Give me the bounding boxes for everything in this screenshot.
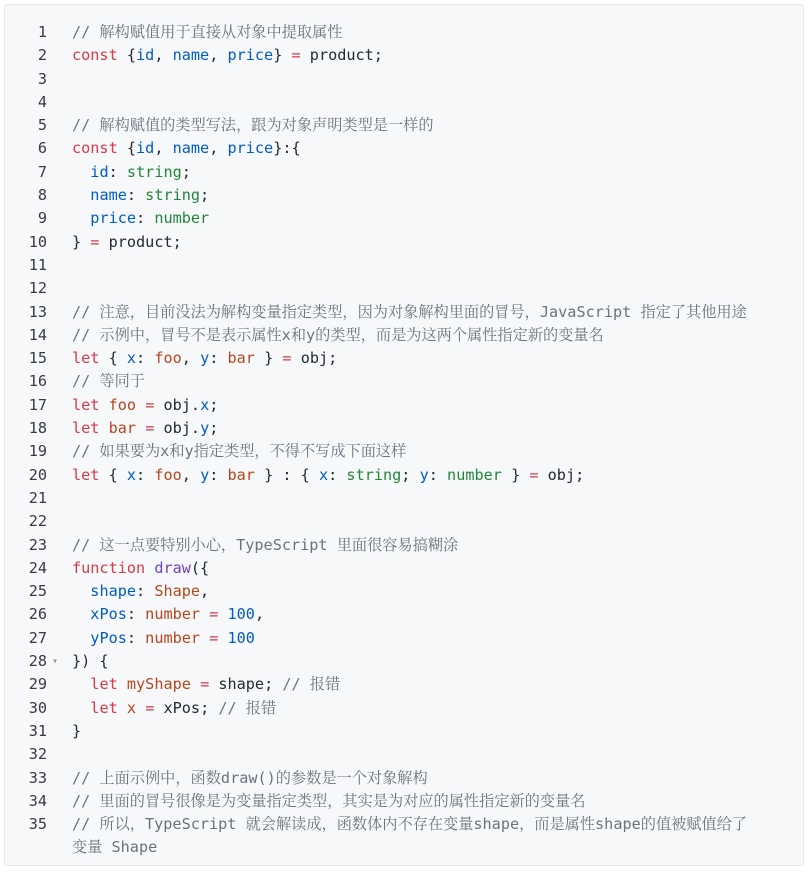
code-token: : <box>209 349 228 368</box>
code-token <box>72 675 90 693</box>
line-code <box>72 697 799 720</box>
code-token: { <box>117 46 137 65</box>
code-token <box>72 163 90 181</box>
code-token <box>136 419 145 437</box>
code-token: name <box>172 46 210 65</box>
code-line <box>5 21 803 44</box>
code-token: x <box>126 698 137 717</box>
line-number: 19 <box>28 442 47 461</box>
code-token <box>99 419 108 437</box>
code-token: price <box>227 46 274 65</box>
line-number: 3 <box>37 69 47 88</box>
line-number: 15 <box>28 349 47 368</box>
line-number: 29 <box>28 675 47 694</box>
code-token: : <box>126 628 146 647</box>
code-token: product; <box>300 46 383 65</box>
code-line <box>5 440 803 463</box>
code-token: 变量 Shape <box>72 838 158 857</box>
line-number: 8 <box>37 186 47 205</box>
code-line <box>5 767 803 790</box>
code-token: y <box>200 419 210 438</box>
code-token: } <box>72 721 82 740</box>
code-token: 100 <box>227 628 255 647</box>
code-token: = <box>209 628 219 647</box>
code-token: number <box>145 605 201 624</box>
code-token: } <box>254 349 283 368</box>
line-number: 9 <box>37 209 47 228</box>
code-token: draw <box>154 558 191 577</box>
line-number: 14 <box>28 325 47 344</box>
code-token: Shape <box>154 582 201 601</box>
line-code <box>72 767 799 790</box>
code-token: let <box>90 698 118 717</box>
line-code <box>72 720 799 743</box>
code-token: yPos <box>90 628 127 647</box>
code-token: x <box>126 349 137 368</box>
code-line <box>5 464 803 487</box>
code-token: = <box>145 419 155 438</box>
code-line <box>5 487 803 510</box>
code-line <box>5 324 803 347</box>
code-token: : <box>126 186 146 205</box>
line-number: 33 <box>28 768 47 787</box>
code-token: } <box>501 465 530 484</box>
code-token: function <box>72 558 146 577</box>
line-number: 13 <box>28 302 47 321</box>
code-token: number <box>154 209 210 228</box>
code-token: myShape <box>126 675 191 694</box>
code-token: let <box>72 349 100 368</box>
line-code <box>72 21 799 44</box>
code-token: x <box>318 465 329 484</box>
code-token <box>136 699 145 717</box>
code-token: shape; <box>209 675 283 694</box>
code-line <box>5 277 803 300</box>
line-number: 4 <box>37 92 47 111</box>
line-number: 20 <box>28 465 47 484</box>
code-token: : <box>328 465 347 484</box>
code-token: // 上面示例中，函数draw()的参数是一个对象解构 <box>72 768 428 787</box>
code-token: bar <box>108 419 137 438</box>
code-token: // 示例中，冒号不是表示属性x和y的类型，而是为这两个属性指定新的变量名 <box>72 325 604 344</box>
line-number: 2 <box>37 46 47 65</box>
line-number: 22 <box>28 512 47 531</box>
line-number: 1 <box>37 23 47 41</box>
code-block[interactable] <box>4 4 804 866</box>
code-line <box>5 534 803 557</box>
line-code <box>72 534 799 557</box>
code-token: // 这一点要特别小心，TypeScript 里面很容易搞糊涂 <box>72 535 459 554</box>
line-number: 18 <box>28 419 47 438</box>
code-token: shape <box>90 582 137 601</box>
code-token: ; <box>200 186 210 205</box>
line-code <box>72 394 799 417</box>
line-number: 10 <box>28 232 47 251</box>
code-token: let <box>90 675 118 694</box>
line-code <box>72 557 799 580</box>
code-token: obj. <box>154 419 201 438</box>
code-token: const <box>72 46 118 65</box>
code-token: = <box>291 46 301 65</box>
code-line <box>5 743 803 766</box>
code-token: y <box>200 465 210 484</box>
code-line <box>5 650 803 673</box>
line-number: 7 <box>37 162 47 181</box>
code-token: : <box>209 465 228 484</box>
code-token <box>118 675 127 693</box>
code-token: , <box>209 139 228 158</box>
code-token <box>72 186 90 204</box>
code-line <box>5 254 803 277</box>
code-line <box>5 301 803 324</box>
line-code <box>72 650 799 673</box>
code-token: = <box>145 395 155 414</box>
code-line <box>5 720 803 743</box>
code-token: = <box>282 349 292 368</box>
code-token: id <box>136 139 155 158</box>
code-token: obj; <box>538 465 585 484</box>
code-token: } <box>273 46 292 65</box>
code-token: } : { <box>254 465 319 484</box>
line-number: 6 <box>37 139 47 158</box>
code-token: = <box>209 605 219 624</box>
code-token: ; <box>401 465 420 484</box>
code-token: }:{ <box>273 139 301 158</box>
code-token: obj; <box>291 349 338 368</box>
code-line <box>5 231 803 254</box>
line-code <box>72 231 799 254</box>
code-line <box>5 510 803 533</box>
line-code <box>72 580 799 603</box>
code-token: // 如果要为x和y指定类型，不得不写成下面这样 <box>72 442 407 461</box>
code-token: ({ <box>190 558 210 577</box>
code-token <box>118 699 127 717</box>
line-code <box>72 603 799 626</box>
code-token: bar <box>227 349 255 368</box>
code-token: // 报错 <box>218 698 277 717</box>
code-token: // 所以，TypeScript 就会解读成，函数体内不存在变量shape，而是属性shape的值被赋值给了 <box>72 815 748 834</box>
line-code <box>72 324 799 347</box>
code-token: number <box>145 628 201 647</box>
code-token: y <box>419 465 429 484</box>
code-token: , <box>154 46 173 65</box>
code-token: name <box>172 139 210 158</box>
code-token: obj. <box>154 395 201 414</box>
line-number: 24 <box>28 558 47 577</box>
code-token <box>72 582 90 600</box>
code-lines <box>5 21 803 860</box>
code-token: x <box>200 395 210 414</box>
line-number: 26 <box>28 605 47 624</box>
code-token: string <box>346 465 402 484</box>
line-number: 32 <box>28 745 47 764</box>
line-code <box>72 114 799 137</box>
code-line <box>5 697 803 720</box>
code-token <box>99 396 108 414</box>
code-line <box>5 813 803 836</box>
code-line <box>5 68 803 91</box>
code-token: let <box>72 395 100 414</box>
line-code <box>72 627 799 650</box>
code-token <box>200 605 209 623</box>
code-token: let <box>72 465 100 484</box>
fold-toggle-icon[interactable]: ▾ <box>52 656 59 668</box>
code-token: } <box>72 232 91 251</box>
code-token: string <box>126 162 182 181</box>
code-token: bar <box>227 465 255 484</box>
code-line <box>5 580 803 603</box>
code-token: string <box>145 186 201 205</box>
code-token: { <box>99 349 127 368</box>
line-code <box>72 347 799 370</box>
line-number: 31 <box>28 721 47 740</box>
code-token: : <box>126 605 146 624</box>
line-number: 11 <box>28 255 47 274</box>
code-line <box>5 417 803 440</box>
code-token <box>145 559 154 577</box>
code-token: // 里面的冒号很像是为变量指定类型，其实是为对应的属性指定新的变量名 <box>72 791 586 810</box>
line-number: 17 <box>28 395 47 414</box>
line-number: 27 <box>28 628 47 647</box>
code-line <box>5 114 803 137</box>
code-line <box>5 137 803 160</box>
code-token: = <box>200 675 210 694</box>
code-line <box>5 347 803 370</box>
line-code <box>72 301 799 324</box>
line-number: 34 <box>28 791 47 810</box>
code-token: = <box>145 698 155 717</box>
line-code <box>72 836 799 859</box>
line-code <box>72 207 799 230</box>
code-token: : <box>136 465 155 484</box>
code-line <box>5 207 803 230</box>
code-token: // 注意，目前没法为解构变量指定类型，因为对象解构里面的冒号，JavaScript 指定了其他用途 <box>72 302 747 321</box>
code-line <box>5 836 803 859</box>
line-code <box>72 184 799 207</box>
code-token <box>72 699 90 717</box>
code-token <box>72 605 90 623</box>
code-token: // 解构赋值的类型写法，跟为对象声明类型是一样的 <box>72 116 434 135</box>
code-token: id <box>90 162 109 181</box>
line-number: 23 <box>28 535 47 554</box>
code-line <box>5 394 803 417</box>
code-token: , <box>254 605 265 624</box>
line-number: 25 <box>28 582 47 601</box>
line-code <box>72 417 799 440</box>
line-code <box>72 790 799 813</box>
code-token: foo <box>108 395 137 414</box>
code-token: name <box>90 186 127 205</box>
code-token: price <box>90 209 137 228</box>
code-token <box>218 605 227 623</box>
code-token <box>191 675 200 693</box>
code-token: , <box>209 46 228 65</box>
code-token: , <box>181 349 201 368</box>
line-code <box>72 161 799 184</box>
code-token <box>136 396 145 414</box>
code-token: product; <box>99 232 182 251</box>
line-number: 12 <box>28 279 47 298</box>
code-line <box>5 370 803 393</box>
code-token: // 等同于 <box>72 372 145 391</box>
line-code <box>72 813 799 836</box>
code-token: , <box>154 139 173 158</box>
line-code <box>72 370 799 393</box>
code-token: { <box>117 139 137 158</box>
code-line <box>5 184 803 207</box>
code-token: number <box>447 465 502 484</box>
code-token: , <box>200 582 210 601</box>
code-token <box>218 629 227 647</box>
code-line <box>5 557 803 580</box>
code-token: }) { <box>72 652 109 671</box>
code-token: id <box>136 46 155 65</box>
code-line <box>5 627 803 650</box>
code-token: xPos <box>90 605 127 624</box>
code-token: foo <box>154 465 182 484</box>
code-line <box>5 673 803 696</box>
line-code <box>72 440 799 463</box>
line-code <box>72 44 799 67</box>
code-token: : <box>108 162 127 181</box>
line-number: 5 <box>37 116 47 135</box>
code-token: price <box>227 139 274 158</box>
code-token <box>72 209 90 227</box>
code-token: = <box>90 232 100 251</box>
line-code <box>72 137 799 160</box>
code-token: = <box>529 465 539 484</box>
code-line <box>5 91 803 114</box>
code-token: foo <box>154 349 182 368</box>
code-token: ; <box>209 395 219 414</box>
line-number: 35 <box>28 815 47 834</box>
code-token: x <box>126 465 137 484</box>
line-number: 30 <box>28 698 47 717</box>
line-code <box>72 464 799 487</box>
code-line <box>5 161 803 184</box>
code-token: : <box>136 349 155 368</box>
line-number: 28 <box>28 652 47 671</box>
code-line <box>5 603 803 626</box>
code-token: : <box>428 465 448 484</box>
code-token <box>200 629 209 647</box>
code-token: ; <box>209 419 219 438</box>
line-number: 16 <box>28 372 47 391</box>
code-line <box>5 790 803 813</box>
code-line <box>5 44 803 67</box>
line-number: 21 <box>28 488 47 507</box>
code-token: 100 <box>227 605 255 624</box>
code-token: // 报错 <box>282 675 341 694</box>
code-token: let <box>72 419 100 438</box>
code-token: { <box>99 465 127 484</box>
code-token: : <box>136 209 155 228</box>
code-token: ; <box>181 162 191 181</box>
code-token: const <box>72 139 118 158</box>
code-token: y <box>200 349 210 368</box>
code-token: xPos; <box>154 698 219 717</box>
code-token: , <box>181 465 201 484</box>
code-token: // 解构赋值用于直接从对象中提取属性 <box>72 23 343 41</box>
code-token <box>72 629 90 647</box>
line-code <box>72 673 799 696</box>
code-token: : <box>136 582 155 601</box>
